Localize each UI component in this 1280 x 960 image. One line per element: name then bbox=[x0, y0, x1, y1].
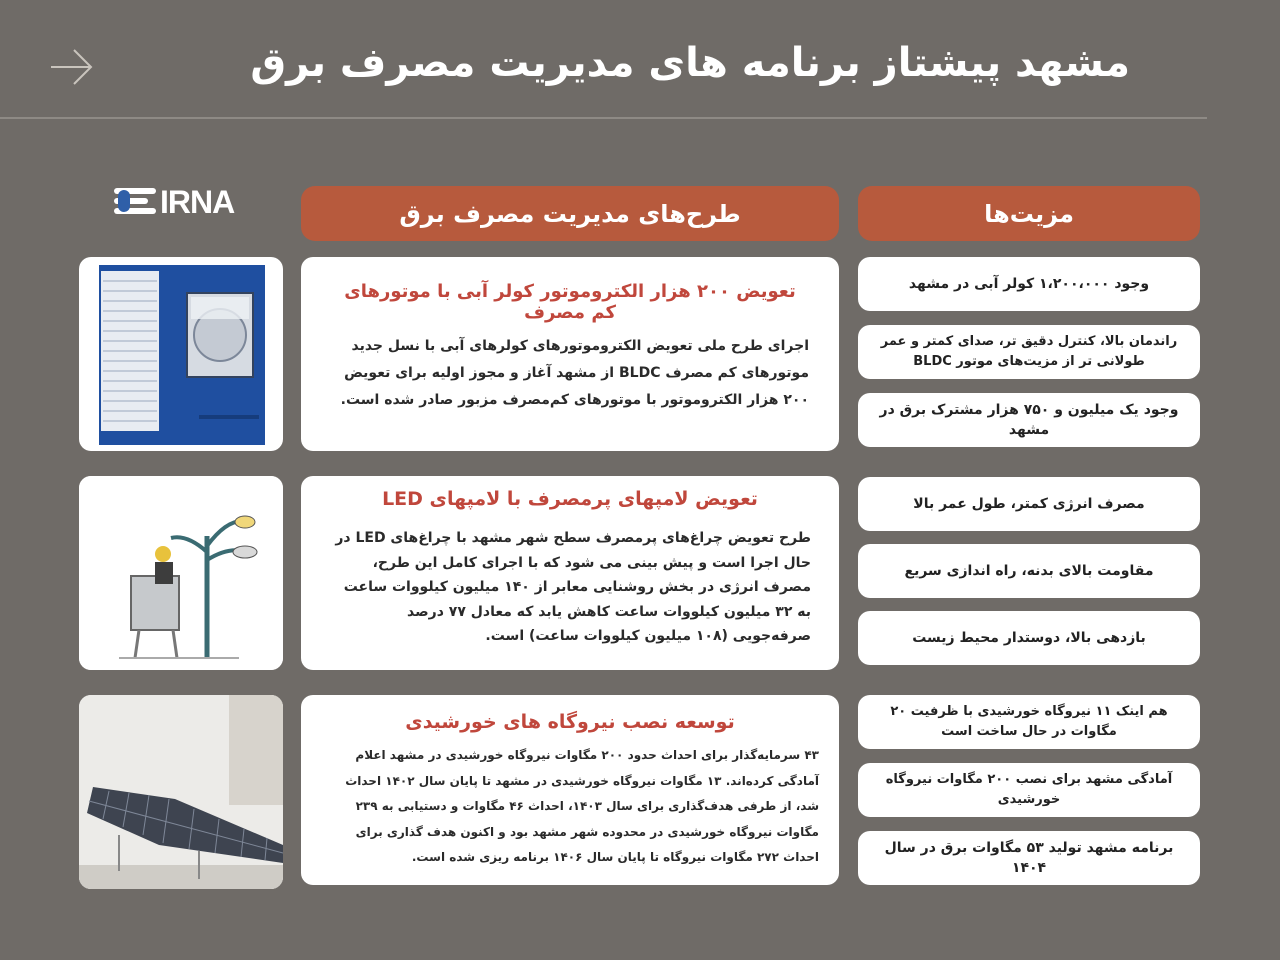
arrow-right-icon bbox=[48, 46, 96, 88]
street-lamp-worker-image bbox=[79, 476, 283, 670]
plan-body: ۴۳ سرمایه‌گذار برای احداث حدود ۲۰۰ مگاوات نیروگاه خورشیدی در مشهد اعلام آمادگی کرده‌اند. ۱۳ مگاوات نیروگاه خورشیدی در مشهد تا پایان سال ۱۴۰۲ احداث شد، از طرفی هدف‌گذاری برای سال ۱۴۰۳، احداث ۴۶ مگاوات و دستیابی به ۲۳۹ مگاوات نیروگاه خورشیدی در محدوده شهر مشهد بود و اکنون هدف گذاری برای احداث ۲۷۲ مگاوات نیروگاه تا پایان سال ۱۴۰۶ برنامه ریزی شده است. bbox=[345, 748, 819, 864]
advantage-item: راندمان بالا، کنترل دقیق تر، صدای کمتر و عمر طولانی تر از مزیت‌های موتور BLDC bbox=[858, 325, 1200, 379]
header-divider bbox=[0, 117, 1207, 119]
advantage-item: آمادگی مشهد برای نصب ۲۰۰ مگاوات نیروگاه خورشیدی bbox=[858, 763, 1200, 817]
advantages-column-header: مزیت‌ها bbox=[858, 186, 1200, 241]
plan-title: تعویض ۲۰۰ هزار الکتروموتور کولر آبی با موتورهای کم مصرف bbox=[344, 281, 796, 323]
evaporative-cooler-image bbox=[79, 257, 283, 451]
advantage-item: مصرف انرژی کمتر، طول عمر بالا bbox=[858, 477, 1200, 531]
advantage-item: مقاومت بالای بدنه، راه اندازی سریع bbox=[858, 544, 1200, 598]
plan-title: توسعه نصب نیروگاه های خورشیدی bbox=[405, 711, 735, 733]
advantage-item: وجود یک میلیون و ۷۵۰ هزار مشترک برق در مشهد bbox=[858, 393, 1200, 447]
advantage-item: بازدهی بالا، دوستدار محیط زیست bbox=[858, 611, 1200, 665]
plan-body: اجرای طرح ملی تعویض الکتروموتورهای کولرهای آبی با نسل جدید موتورهای کم مصرف BLDC از مشهد آغاز و مجوز اولیه برای تعویض ۲۰۰ هزار الکتروموتور با موتورهای کم‌مصرف مزبور صادر شده است. bbox=[340, 338, 809, 408]
irna-logo-text: IRNA bbox=[160, 184, 235, 220]
irna-logo bbox=[112, 184, 248, 220]
solar-panels-image bbox=[79, 695, 283, 889]
plan-card-solar bbox=[301, 695, 839, 885]
plan-title: تعویض لامپهای پرمصرف با لامپهای LED bbox=[382, 488, 758, 510]
advantage-item: وجود ۱،۲۰۰،۰۰۰ کولر آبی در مشهد bbox=[858, 257, 1200, 311]
plan-card-led bbox=[301, 476, 839, 670]
plan-body: طرح تعویض چراغ‌های پرمصرف سطح شهر مشهد با چراغ‌های LED در حال اجرا است و پیش بینی می شود که با اجرای کامل این طرح، مصرف انرژی در بخش روشنایی معابر از ۱۴۰ میلیون کیلووات ساعت به ۳۲ میلیون کیلووات ساعت کاهش یابد که معادل ۷۷ درصد صرفه‌جویی (۱۰۸ میلیون کیلووات ساعت) است. bbox=[335, 530, 811, 644]
plans-column-header: طرح‌های مدیریت مصرف برق bbox=[301, 186, 839, 241]
page-title: مشهد پیشتاز برنامه های مدیریت مصرف برق bbox=[250, 40, 1130, 86]
advantage-item: برنامه مشهد تولید ۵۳ مگاوات برق در سال ۱۴۰۴ bbox=[858, 831, 1200, 885]
advantage-item: هم اینک ۱۱ نیروگاه خورشیدی با ظرفیت ۲۰ مگاوات در حال ساخت است bbox=[858, 695, 1200, 749]
plan-card-coolers bbox=[301, 257, 839, 451]
